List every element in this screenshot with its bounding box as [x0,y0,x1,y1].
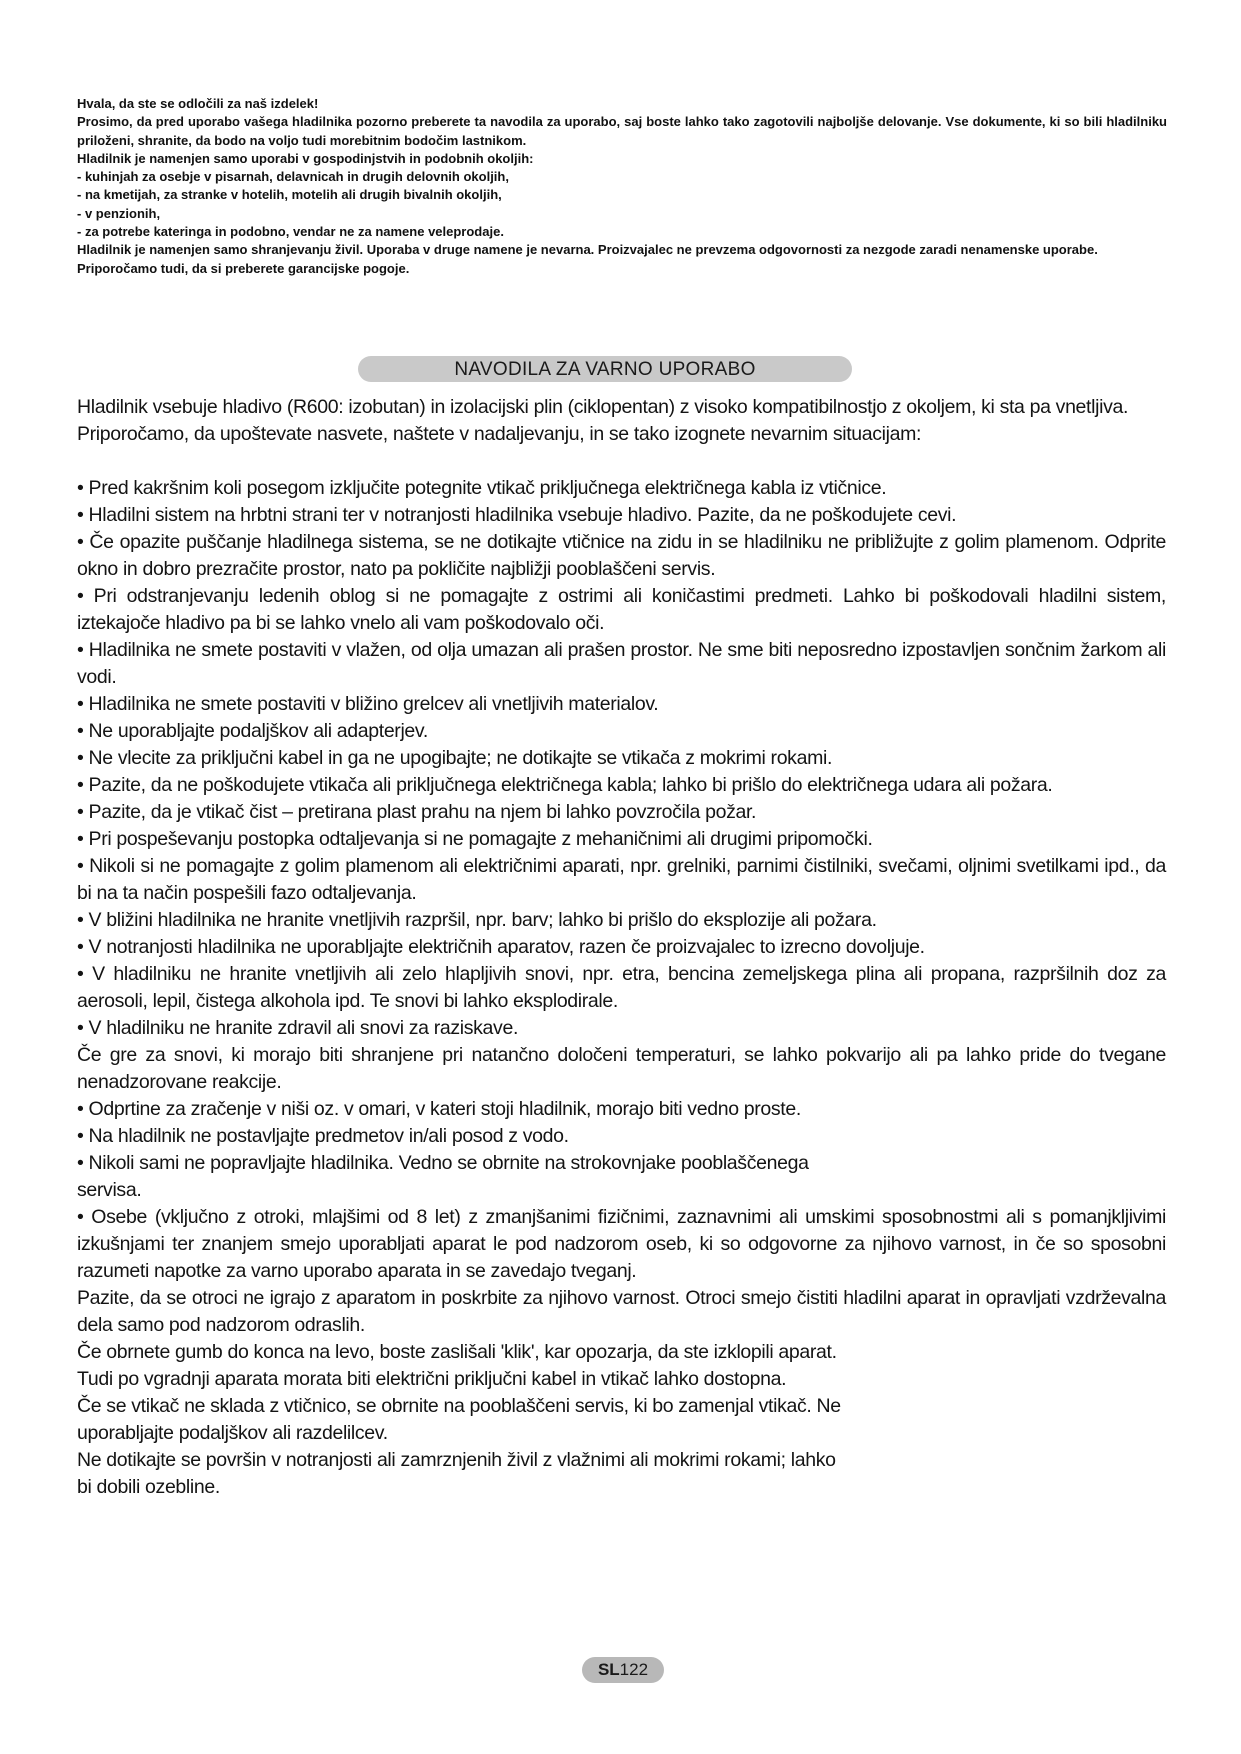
accessible-plug-note: Tudi po vgradnji aparata morata biti električni priključni kabel in vtikač lahko dostopna. [77,1368,787,1390]
intro-environment-item: - v penzionih, [77,205,161,221]
intro-section [77,95,1167,278]
safety-item: • V notranjosti hladilnika ne uporabljajte električnih aparatov, razen če proizvajalec to izrecno dovoljuje. [77,936,925,958]
safety-item: • Nikoli si ne pomagajte z golim plamenom ali električnimi aparati, npr. grelniki, parnimi čistilniki, svečami, oljnimi svetilkami ipd., da bi na ta način pospešili fazo odtaljevanja. [77,855,1166,904]
safety-item: • Pazite, da ne poškodujete vtikača ali priključnega električnega kabla; lahko bi prišlo do električnega udara ali požara. [77,774,1053,796]
section-title-pill [358,356,852,382]
knob-note: Če obrnete gumb do konca na levo, boste zaslišali 'klik', kar opozarja, da ste izklopili aparat. [77,1341,837,1363]
intro-environment-item: - za potrebe kateringa in podobno, vendar ne za namene veleprodaje. [77,224,504,240]
safety-item: • Hladilnika ne smete postaviti v bližino grelcev ali vnetljivih materialov. [77,693,659,715]
safety-instructions [77,394,1166,1501]
safety-item: • Pazite, da je vtikač čist – pretirana plast prahu na njem bi lahko povzročila požar. [77,801,757,823]
safety-item: • Pri pospeševanju postopka odtaljevanja si ne pomagajte z mehaničnimi ali drugimi pripomočki. [77,828,873,850]
safety-item: • Na hladilnik ne postavljajte predmetov in/ali posod z vodo. [77,1125,569,1147]
intro-read-instructions: Prosimo, da pred uporabo vašega hladilnika pozorno preberete ta navodila za uporabo, saj boste lahko tako zagotovili najboljše delovanje. Vse dokumente, ki so bili hladilniku priloženi, shranite, da bodo na voljo tudi morebitnim bodočim lastnikom. [77,114,1167,148]
safety-item: • Ne uporabljajte podaljškov ali adapterjev. [77,720,428,742]
refrigerant-note: Hladilnik vsebuje hladivo (R600: izobutan) in izolacijski plin (ciklopentan) z visoko kompatibilnostjo z okoljem, ki sta pa vnetljiva. [77,396,1129,418]
safety-item: • Hladilni sistem na hrbtni strani ter v notranjosti hladilnika vsebuje hladivo. Pazite, da ne poškodujete cevi. [77,504,957,526]
persons-note: • Osebe (vključno z otroki, mlajšimi od 8 let) z zmanjšanimi fizičnimi, zaznavnimi ali umskimi sposobnostmi ali s pomanjkljivimi izkušnjami ter znanjem smejo uporabljati aparat le pod nadzorom oseb, ki so odgovorne za njihovo varnost, in če so sposobni razumeti napotke za varno uporabo aparata in se zavedajo tveganj. [77,1206,1166,1282]
plug-mismatch-line: Če se vtikač ne sklada z vtičnico, se obrnite na pooblaščeni servis, ki bo zamenjal vtikač. Ne [77,1395,841,1417]
frostbite-line: bi dobili ozebline. [77,1476,220,1498]
intro-warranty: Priporočamo tudi, da si preberete garancijske pogoje. [77,260,410,276]
language-code: SL [597,1660,620,1679]
safety-item: • V hladilniku ne hranite vnetljivih ali zelo hlapljivih snovi, npr. etra, bencina zemeljskega plina ali propana, razpršilnih doz za aerosoli, lepil, čistega alkohola ipd. Te snovi bi lahko eksplodirale. [77,963,1166,1012]
children-note: Pazite, da se otroci ne igrajo z aparatom in poskrbite za njihovo varnost. Otroci smejo čistiti hladilni aparat in opravljati vzdrževalna dela samo pod nadzorom odraslih. [77,1287,1166,1336]
repair-line: servisa. [77,1179,142,1201]
safety-item: • Odprtine za zračenje v niši oz. v omari, v kateri stoji hladilnik, morajo biti vedno proste. [77,1098,801,1120]
safety-item: • Če opazite puščanje hladilnega sistema, se ne dotikajte vtičnice na zidu in se hladilniku ne približujte z golim plamenom. Odprite okno in dobro prezračite prostor, nato pa pokličite najbližji pooblaščeni servis. [77,531,1166,580]
repair-line: • Nikoli sami ne popravljajte hladilnika. Vedno se obrnite na strokovnjake pooblaščenega [77,1152,809,1174]
safety-item: • V bližini hladilnika ne hranite vnetljivih razpršil, npr. barv; lahko bi prišlo do eksplozije ali požara. [77,909,877,931]
safety-item: • Pri odstranjevanju ledenih oblog si ne pomagajte z ostrimi ali koničastimi predmeti. Lahko bi poškodovali hladilni sistem, iztekajoče hladivo pa bi se lahko vnelo ali vam poškodovalo oči. [77,585,1166,634]
section-title: NAVODILA ZA VARNO UPORABO [454,359,756,380]
safety-item: • V hladilniku ne hranite zdravil ali snovi za raziskave. [77,1017,519,1039]
safety-item: • Hladilnika ne smete postaviti v vlažen, od olja umazan ali prašen prostor. Ne sme biti neposredno izpostavljen sončnim žarkom ali vodi. [77,639,1166,688]
plug-mismatch-line: uporabljajte podaljškov ali razdelilcev. [77,1422,388,1444]
intro-thanks: Hvala, da ste se odločili za naš izdelek! [77,96,319,111]
intro-food-only: Hladilnik je namenjen samo shranjevanju živil. Uporaba v druge namene je nevarna. Proizvajalec ne prevzema odgovornosti za nezgode zaradi nenamenske uporabe. [77,242,1098,258]
recommendation: Priporočamo, da upoštevate nasvete, naštete v nadaljevanju, in se tako izognete nevarnim situacijam: [77,423,922,445]
intro-intended-use: Hladilnik je namenjen samo uporabi v gospodinjstvih in podobnih okoljih: [77,150,534,166]
intro-environment-item: - na kmetijah, za stranke v hotelih, motelih ali drugih bivalnih okoljih, [77,187,502,203]
page-number: 122 [619,1660,649,1679]
intro-environment-item: - kuhinjah za osebje v pisarnah, delavnicah in drugih delovnih okoljih, [77,169,509,185]
page-number-badge [582,1657,664,1683]
safety-item: • Pred kakršnim koli posegom izključite potegnite vtikač priključnega električnega kabla iz vtičnice. [77,477,887,499]
safety-item: • Ne vlecite za priključni kabel in ga ne upogibajte; ne dotikajte se vtikača z mokrimi rokami. [77,747,833,769]
safety-item: Če gre za snovi, ki morajo biti shranjene pri natančno določeni temperaturi, se lahko pokvarijo ali pa lahko pride do tvegane nenadzorovane reakcije. [77,1044,1166,1093]
frostbite-line: Ne dotikajte se površin v notranjosti ali zamrznjenih živil z vlažnimi ali mokrimi rokami; lahko [77,1449,836,1471]
